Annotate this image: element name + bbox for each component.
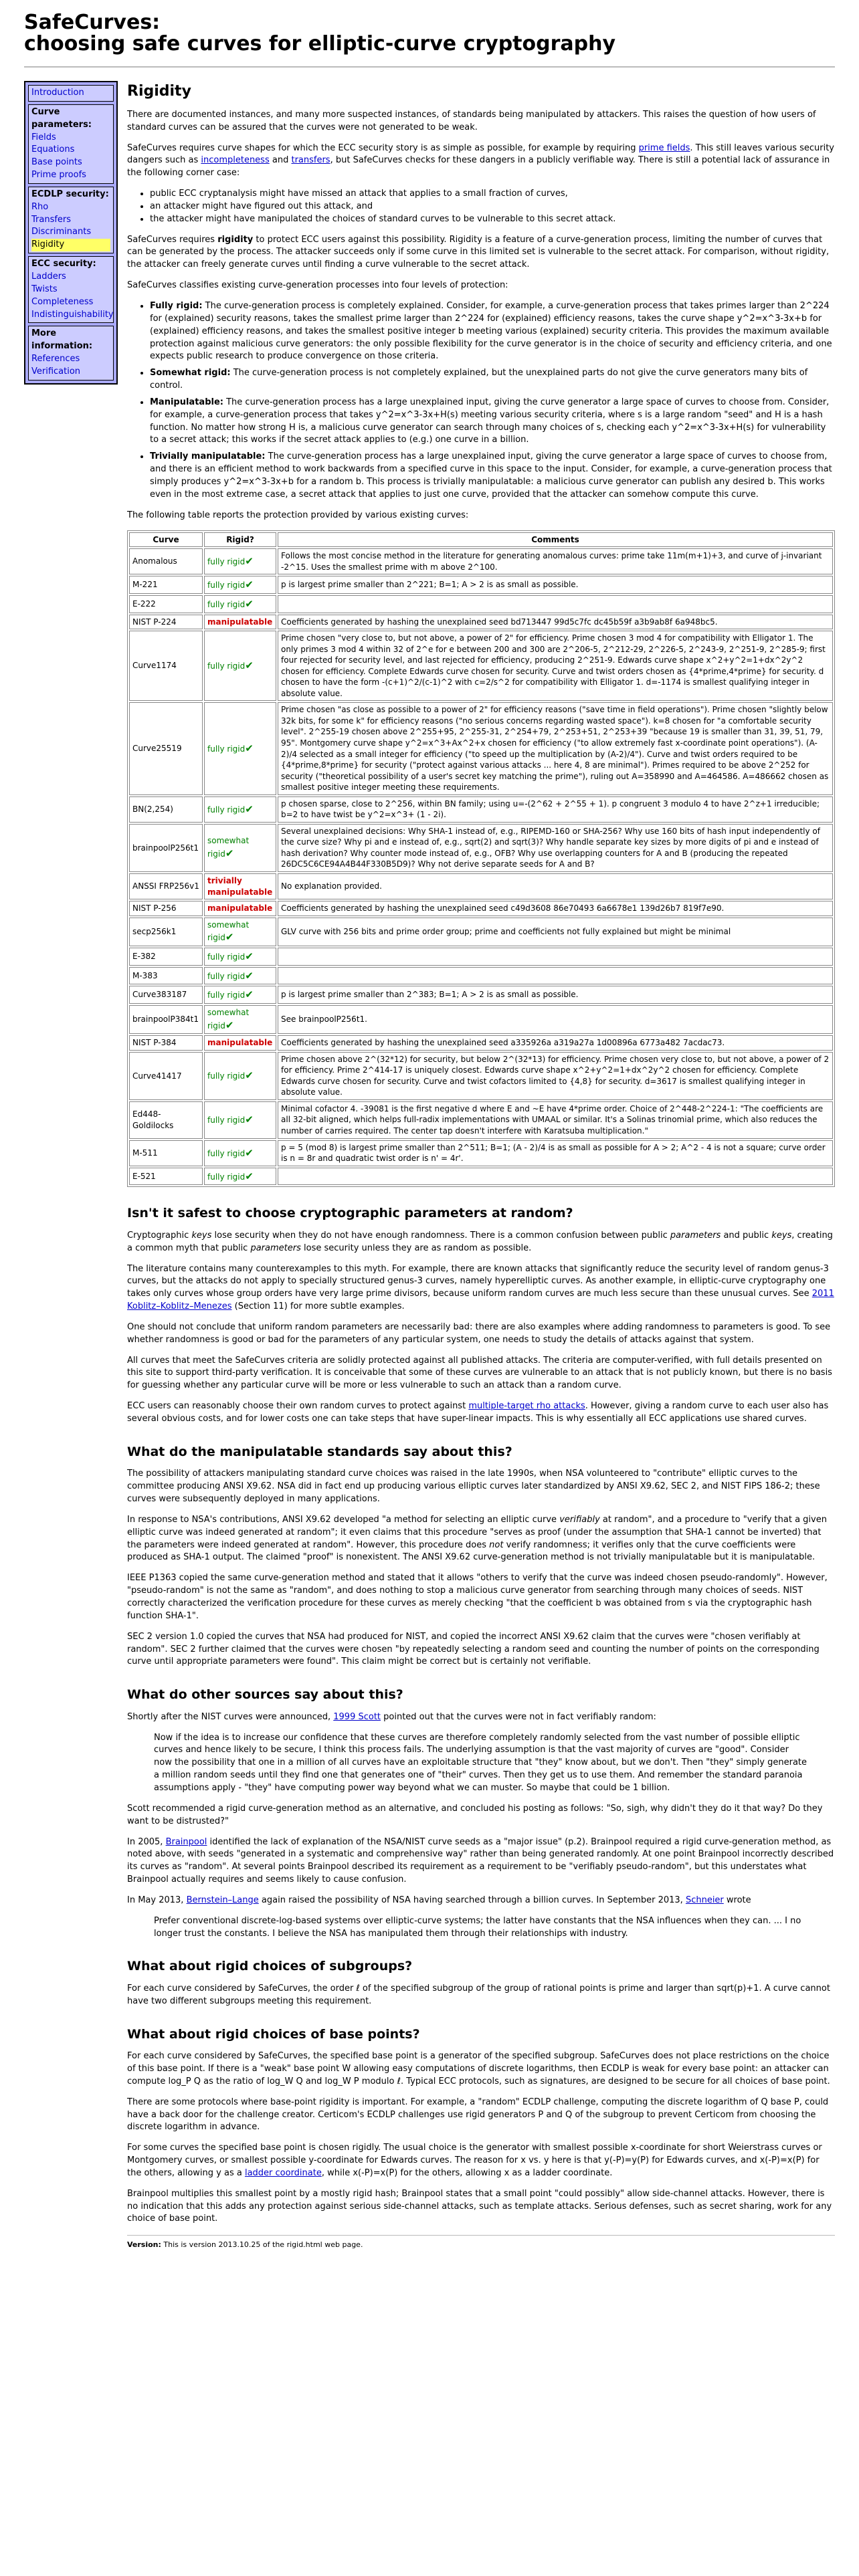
level-text: The curve-generation process has a large unexplained input, giving the curve generator a large space of curves to choose from, and there is an efficient method to work backwards from a specified curve in this space to the input. Consider, for example, a curve-generation process that simply produces y^2=x^3-3x+b for a random b. This process is trivially manipulatable: a malicious curve generator can publish any desired b. This works even in the most extreme case, a secret attack that applies to just one curve, provided that the attacker can somehow compute this curve.	[150, 451, 832, 500]
nav-link-references[interactable]: References	[31, 354, 80, 364]
curve-name: BN(2,254)	[129, 796, 203, 823]
table-row	[129, 873, 833, 899]
sources-p1: Shortly after the NIST curves were announced, 1999 Scott pointed out that the curves were not in fact verifiably random:	[127, 1711, 656, 1722]
curve-name: Curve25519	[129, 702, 203, 794]
sources-p2: Scott recommended a rigid curve-generation method as an alternative, and concluded his posting as follows: "So, sigh, why didn't they do it that way? Do they want to be distrusted?"	[127, 1803, 823, 1826]
nav-section-ecdlp-security	[28, 187, 114, 253]
nav-link-fields[interactable]: Fields	[31, 132, 56, 142]
link-bernstein-lange[interactable]: Bernstein–Lange	[186, 1895, 259, 1905]
curve-comment: Coefficients generated by hashing the unexplained seed a335926a a319a27a 1d00896a 6773a482 7acdac73.	[278, 1035, 833, 1051]
nav-link-prime-proofs[interactable]: Prime proofs	[31, 170, 86, 181]
rigidity-status: manipulatable	[207, 903, 273, 914]
rigidity-status: somewhat rigid	[207, 920, 250, 943]
nav-link-introduction[interactable]: Introduction	[31, 88, 84, 98]
table-row	[129, 702, 833, 794]
nav-link-base-points[interactable]: Base points	[31, 157, 82, 168]
curve-name: NIST P-384	[129, 1035, 203, 1051]
level-name: Manipulatable:	[150, 397, 223, 407]
level-name: Somewhat rigid:	[150, 368, 231, 379]
nav-section-curve-parameters	[28, 104, 114, 184]
random-p4: All curves that meet the SafeCurves criteria are solidly protected against all published attacks. The criteria are computer-verified, with full details presented on this site to support third-party verification. It is conceivable that some of these curves are vulnerable to an attack that is not publicly known, but there is no basis for guessing whether any particular curve will be more or less vulnerable to such an attack than a random curve.	[127, 1355, 832, 1391]
sources-p4: In May 2013, Bernstein–Lange again raised the possibility of NSA having searched through a billion curves. In September 2013, Schneier wrote	[127, 1895, 751, 1905]
rigidity-status: fully rigid	[207, 744, 246, 754]
main-content	[127, 77, 835, 2250]
link-prime-fields[interactable]: prime fields	[638, 142, 690, 153]
heading-manipulatable-standards: What do the manipulatable standards say about this?	[127, 1444, 512, 1459]
curve-name: Ed448-Goldilocks	[129, 1101, 203, 1139]
curve-name: brainpoolP384t1	[129, 1005, 203, 1034]
rigidity-status: somewhat rigid	[207, 836, 250, 859]
checkmark-icon: ✔	[245, 802, 254, 815]
basepoints-p1: For each curve considered by SafeCurves, the specified base point is a generator of the specified subgroup. SafeCurves does not place restrictions on the choice of this base point. If there is a "weak" base point W allowing easy computations of discrete logarithms, then ECDLP is weak for every base point: an attacker can compute log_P Q as the ratio of log_W Q and log_W P modulo ℓ. Typical ECC protocols, such as signatures, are designed to be secure for all choices of base point.	[127, 2051, 830, 2086]
sources-p3: In 2005, Brainpool identified the lack of explanation of the NSA/NIST curve seeds as a "major issue" (p.2). Brainpool required a rigid curve-generation method, as noted above, with seeds "generated in a systematic and comprehensive way" rather than being generated randomly. At one point Brainpool incorrectly described its curves as "random". At several points Brainpool described its requirement as a requirement to be "verifiably pseudo-random", but this understates what Brainpool actually requires and seems likely to cause confusion.	[127, 1836, 834, 1885]
checkmark-icon: ✔	[245, 578, 254, 591]
curve-comment: p is largest prime smaller than 2^221; B=1; A > 2 is as small as possible.	[278, 576, 833, 594]
rigidity-status: fully rigid	[207, 599, 246, 609]
rigidity-cell	[204, 1168, 276, 1186]
checkmark-icon: ✔	[225, 931, 234, 944]
table-row	[129, 986, 833, 1004]
manip-p2: In response to NSA's contributions, ANSI X9.62 developed "a method for selecting an elliptic curve verifiably at random", and a procedure to "verify that a given elliptic curve was indeed generated at random"; it even claims that this procedure "serves as proof (under the assumption that SHA-1 cannot be inverted) that the parameters were indeed generated at random". However, this procedure does not verify randomness; it verifies only that the curve coefficients were produced as SHA-1 output. The claimed "proof" is nonexistent. The ANSI X9.62 curve-generation method is not trivially manipulatable but it is manipulatable.	[127, 1514, 827, 1563]
rigidity-status: manipulatable	[207, 1038, 273, 1048]
curve-comment: See brainpoolP256t1.	[278, 1005, 833, 1034]
random-p3: One should not conclude that uniform random parameters are necessarily bad: there are also examples where adding randomness to parameters is good. To see whether randomness is good or bad for the parameters of any particular system, one needs to study the details of attacks against that system.	[127, 1321, 831, 1345]
curve-name: NIST P-224	[129, 615, 203, 630]
table-row	[129, 918, 833, 946]
rigidity-status: fully rigid	[207, 1115, 246, 1125]
level-text: The curve-generation process is completely explained. Consider, for example, a curve-generation process that takes primes larger than 2^224 for (explained) security reasons, takes the smallest prime larger than 2^224 for (explained) efficiency reasons, takes the curve shape y^2=x^3-3x+b for (explained) efficiency reasons, and takes the smallest positive integer b meeting various (explained) security criteria. This provides the maximum available protection against malicious curve generators: the only possible flexibility for the curve generator is in the choice of security and efficiency criteria, and one expects public research to produce convergence on those criteria.	[150, 301, 832, 362]
rigidity-cell	[204, 1005, 276, 1034]
curve-comment: Prime chosen above 2^(32*12) for security, but below 2^(32*13) for efficiency. Prime chosen very close to, but not above, a power of 2 for efficiency. Prime 2^414-17 is uniquely closest. Edwards curve shape x^2+y^2=1+dx^2y^2 chosen for efficiency. Complete Edwards curve chosen for security. Curve and twist cofactors limited to {4,8} for security. d=3617 is smallest qualifying integer in absolute value.	[278, 1052, 833, 1100]
rigidity-cell	[204, 576, 276, 594]
rigidity-status: manipulatable	[207, 617, 273, 627]
rigidity-cell	[204, 967, 276, 985]
curve-comment: p chosen sparse, close to 2^256, within BN family; using u=-(2^62 + 2^55 + 1). p congruent 3 modulo 4 to have 2^z+1 irreducible; b=2 to have twist be y^2=x^3+ (1 - 2i).	[278, 796, 833, 823]
checkmark-icon: ✔	[245, 597, 254, 610]
checkmark-icon: ✔	[245, 555, 254, 568]
nav-section-ecc-security	[28, 256, 114, 323]
heading-subgroups: What about rigid choices of subgroups?	[127, 1959, 413, 1974]
curve-name: Curve383187	[129, 986, 203, 1004]
curve-name: Curve1174	[129, 631, 203, 701]
manip-p1: The possibility of attackers manipulating standard curve choices was raised in the late 1990s, when NSA volunteered to "contribute" elliptic curves to the committee producing ANSI X9.62. NSA did in fact end up producing various elliptic curves later standardized by ANSI X9.62, SEC 2, and NIST FIPS 186-2; these curves were subsequently deployed in many applications.	[127, 1469, 820, 1505]
curve-name: M-221	[129, 576, 203, 594]
checkmark-icon: ✔	[225, 847, 234, 859]
heading-random-parameters: Isn't it safest to choose cryptographic parameters at random?	[127, 1206, 573, 1221]
link-transfers[interactable]: transfers	[291, 155, 330, 166]
curve-name: E-521	[129, 1168, 203, 1186]
curve-name: E-382	[129, 948, 203, 966]
rigidity-cell	[204, 1101, 276, 1139]
table-row	[129, 967, 833, 985]
risk-list	[127, 188, 835, 226]
table-row	[129, 1101, 833, 1139]
rigidity-status: fully rigid	[207, 661, 246, 671]
level-name: Trivially manipulatable:	[150, 451, 266, 462]
level-item	[150, 451, 835, 501]
link-schneier[interactable]: Schneier	[685, 1895, 724, 1905]
curve-comment	[278, 948, 833, 966]
checkmark-icon: ✔	[245, 742, 254, 755]
rigidity-requirements: SafeCurves requires curve shapes for which the ECC security story is as simple as possible, for example by requiring prime fields. This still leaves various security dangers such as incompleteness and transfers, but SafeCurves checks for these dangers in a publicly verifiable way. There is still a potential lack of assurance in the following corner case:	[127, 142, 834, 179]
table-row	[129, 595, 833, 613]
rigidity-definition: SafeCurves requires rigidity to protect ECC users against this possibility. Rigidity is a feature of a curve-generation process, limiting the number of curves that can be generated by the process. The attacker succeeds only if some curve in this limited set is vulnerable to the secret attack. For comparison, without rigidity, the attacker can freely generate curves until finding a curve vulnerable to the secret attack.	[127, 234, 830, 270]
table-row	[129, 1168, 833, 1186]
risk-item: • public ECC cryptanalysis might have missed an attack that applies to a small fraction of curves,	[150, 188, 835, 201]
table-row	[129, 1140, 833, 1166]
rigidity-cell	[204, 901, 276, 916]
heading-other-sources: What do other sources say about this?	[127, 1687, 403, 1703]
nav-link-ladders[interactable]: Ladders	[31, 271, 66, 282]
curve-name: E-222	[129, 595, 203, 613]
rigidity-status: fully rigid	[207, 1148, 246, 1158]
rigidity-status: fully rigid	[207, 990, 246, 1000]
curve-comment: Coefficients generated by hashing the unexplained seed bd713447 99d5c7fc dc45b59f a3b9ab8f 6a948bc5.	[278, 615, 833, 630]
table-intro: The following table reports the protection provided by various existing curves:	[127, 510, 469, 520]
curve-name: Anomalous	[129, 548, 203, 574]
rigidity-status: fully rigid	[207, 971, 246, 981]
rigidity-status: somewhat rigid	[207, 1007, 250, 1031]
checkmark-icon: ✔	[245, 1069, 254, 1082]
curve-comment: Prime chosen "as close as possible to a power of 2" for efficiency reasons ("save time in field operations"). Prime chosen "slightly below 32k bits, for some k" for efficiency reasons ("no serious concerns regarding wasted space"). k=8 chosen for "a comfortable security level". 2^255-19 chosen above 2^255+95, 2^255-31, 2^254+79, 2^253+51, 2^253+39 "because 19 is smaller than 31, 39, 51, 79, 95". Montgomery curve shape y^2=x^3+Ax^2+x chosen for efficiency ("to allow extremely fast x-coordinate point operations"). (A-2)/4 selected as a small integer for efficiency ("to speed up the multiplication by (A-2)/4"). Curve and twist orders required to be {4*prime,8*prime} for security ("protect against various attacks ... here 4, 8 are minimal"). Primes required to be above 2^252 for security ("theoretical possibility of a user's secret key matching the prime"), ruling out A=358990 and A=464586. A=486662 chosen as smallest positive integer meeting these requirements.	[278, 702, 833, 794]
basepoints-p4: Brainpool multiplies this smallest point by a mostly rigid hash; Brainpool states that a small point "could possibly" allow side-channel attacks. However, there is no indication that this adds any protection against serious side-channel attacks, such as template attacks. Serious defenses, such as secret sharing, work for any choice of base point.	[127, 2188, 832, 2224]
link-1999-scott[interactable]: 1999 Scott	[333, 1711, 381, 1722]
curve-comment	[278, 595, 833, 613]
nav-link-transfers[interactable]: Transfers	[31, 214, 72, 225]
nav-heading: More information:	[31, 328, 93, 352]
manip-p3: IEEE P1363 copied the same curve-generation method and stated that it allows "others to verify that the curve was indeed chosen pseudo-randomly". However, "pseudo-random" is not the same as "random", and does nothing to stop a malicious curve generator from searching through many choices of seeds. NIST correctly characterized the verification procedure for these curves as merely checking "that the coefficient b was obtained from s via the cryptographic hash function SHA-1".	[127, 1573, 828, 1621]
rigidity-cell	[204, 702, 276, 794]
rigidity-status: trivially manipulatable	[207, 876, 273, 897]
nav-intro-block	[28, 85, 114, 102]
col-header-curve: Curve	[129, 532, 203, 548]
curve-comment: Follows the most concise method in the literature for generating anomalous curves: prime take 11m(m+1)+3, and curve of j-invariant -2^15. Uses the smallest prime with m above 2^100.	[278, 548, 833, 574]
nav-link-rho[interactable]: Rho	[31, 201, 49, 212]
risk-item: • the attacker might have manipulated the choices of standard curves to be vulnerable to this secret attack.	[150, 213, 835, 226]
table-row	[129, 901, 833, 916]
curve-name: secp256k1	[129, 918, 203, 946]
levels-intro: SafeCurves classifies existing curve-generation processes into four levels of protection:	[127, 280, 508, 291]
rigidity-status: fully rigid	[207, 804, 246, 815]
manip-p4: SEC 2 version 1.0 copied the curves that NSA had produced for NIST, and copied the incorrect ANSI X9.62 claim that the curves were "chosen verifiably at random". SEC 2 further claimed that the curves were chosen "by repeatedly selecting a random seed and counting the number of points on the corresponding curve until appropriate parameters were found". This claim might be correct but is certainly not verifiable.	[127, 1631, 820, 1667]
level-list	[127, 300, 835, 502]
curve-comment: GLV curve with 256 bits and prime order group; prime and coefficients not fully explained but might be minimal	[278, 918, 833, 946]
level-text: The curve-generation process is not completely explained, but the unexplained parts do not give the curve generators many bits of control.	[150, 368, 808, 391]
checkmark-icon: ✔	[245, 659, 254, 672]
site-title: SafeCurves:	[24, 11, 161, 34]
random-p1: Cryptographic keys lose security when they do not have enough randomness. There is a common confusion between public parameters and public keys, creating a common myth that public parameters lose security unless they are as random as possible.	[127, 1230, 833, 1253]
rigidity-cell	[204, 615, 276, 630]
curve-comment: Prime chosen "very close to, but not above, a power of 2" for efficiency. Prime chosen 3 mod 4 for compatibility with Elligator 1. The only primes 3 mod 4 within 32 of 2^e for e between 200 and 300 are 2^206-5, 2^212-29, 2^226-5, 2^243-9, 2^251-9, 2^285-9; first four rejected for security level, and last rejected for efficiency, producing 2^251-9. Edwards curve shape x^2+y^2=1+dx^2y^2 chosen for efficiency. Complete Edwards curve chosen for security. Curve and twist orders chosen as {4*prime,4*prime} for security. d chosen to have the form -(c+1)^2/(c-1)^2 with c=2/s^2 for compatibility with Elligator 1. d=-1174 is smallest qualifying integer in absolute value.	[278, 631, 833, 701]
nav-heading: ECDLP security:	[31, 189, 109, 199]
scott-quote: Now if the idea is to increase our confidence that these curves are therefore completely randomly selected from the vast number of possible elliptic curves and hence likely to be secure, I think this process fails. The underlying assumption is that the vast majority of curves are "good". Consider now the possibility that one in a million of all curves have an exploitable structure that "they" know about, but we don't. Then "they" simply generate a million random seeds until they find one that generates one of "their" curves. Then they get us to use them. And remember the standard paranoia assumptions apply - "they" have computing power way beyond what we can muster. So maybe that could be 1 billion.	[154, 1732, 807, 1793]
checkmark-icon: ✔	[245, 1146, 254, 1159]
table-row	[129, 576, 833, 594]
curve-comment: No explanation provided.	[278, 873, 833, 899]
rigidity-cell	[204, 548, 276, 574]
rigidity-status: fully rigid	[207, 557, 246, 567]
rigidity-cell	[204, 796, 276, 823]
table-row	[129, 948, 833, 966]
rigidity-status: fully rigid	[207, 1172, 246, 1182]
heading-base-points: What about rigid choices of base points?	[127, 2026, 420, 2042]
level-item	[150, 367, 835, 393]
curve-comment	[278, 1168, 833, 1186]
curve-name: brainpoolP256t1	[129, 824, 203, 872]
rigidity-cell	[204, 1140, 276, 1166]
page-title: Rigidity	[127, 83, 191, 100]
link-incompleteness[interactable]: incompleteness	[201, 155, 270, 166]
rigidity-status: fully rigid	[207, 580, 246, 591]
rigidity-table	[127, 530, 835, 1188]
nav-link-twists[interactable]: Twists	[31, 284, 58, 294]
rigidity-cell	[204, 918, 276, 946]
risk-item: • an attacker might have figured out this attack, and	[150, 201, 835, 213]
nav-link-completeness[interactable]: Completeness	[31, 296, 94, 307]
link-koblitz-menezes[interactable]: 2011 Koblitz–Koblitz–Menezes	[127, 1289, 834, 1312]
table-row	[129, 631, 833, 701]
checkmark-icon: ✔	[245, 1113, 254, 1126]
rigidity-cell	[204, 873, 276, 899]
rigidity-status: fully rigid	[207, 952, 246, 962]
table-row	[129, 1052, 833, 1100]
col-header-comments: Comments	[278, 532, 833, 548]
link-ladder-coordinate[interactable]: ladder coordinate	[244, 2167, 322, 2178]
curve-comment: Minimal cofactor 4. -39081 is the first negative d where E and ~E have 4*prime order. Choice of 2^448-2^224-1: "The coefficients are all 32-bit aligned, which helps full-radix implementations with UMAAL or similar. It's a Solinas trinomial prime, which also reduces the number of carries required. The center tap doesn't interfere with Karatsuba multiplication."	[278, 1101, 833, 1139]
curve-comment: Coefficients generated by hashing the unexplained seed c49d3608 86e70493 6a6678e1 139d26b7 819f7e90.	[278, 901, 833, 916]
nav-link-indistinguishability[interactable]: Indistinguishability	[31, 309, 114, 320]
checkmark-icon: ✔	[245, 969, 254, 982]
subgroups-p1: For each curve considered by SafeCurves, the order ℓ of the specified subgroup of the group of rational points is prime and larger than sqrt(p)+1. A curve cannot have two different subgroups meeting this requirement.	[127, 1983, 830, 2006]
nav-section-more-information	[28, 326, 114, 380]
table-row	[129, 615, 833, 630]
checkmark-icon: ✔	[245, 988, 254, 1001]
nav-link-discriminants[interactable]: Discriminants	[31, 227, 92, 237]
rigidity-cell	[204, 948, 276, 966]
checkmark-icon: ✔	[245, 950, 254, 962]
rigidity-intro: There are documented instances, and many more suspected instances, of standards being manipulated by attackers. This raises the question of how users of standard curves can be assured that the curves were not generated to be weak.	[127, 109, 816, 132]
rigidity-cell	[204, 824, 276, 872]
link-brainpool[interactable]: Brainpool	[165, 1836, 207, 1847]
level-name: Fully rigid:	[150, 301, 203, 312]
checkmark-icon: ✔	[225, 1018, 234, 1031]
random-p2: The literature contains many counterexamples to this myth. For example, there are known attacks that significantly reduce the security level of random genus-3 curves, but the attacks do not apply to specially structured genus-3 curves, namely hyperelliptic curves. As another example, in elliptic-curve cryptography one takes only curves whose group orders have very large prime divisors, because uniform random curves are much less secure than these unusual curves. See 2011 Koblitz–Koblitz–Menezes (Section 11) for more subtle examples.	[127, 1263, 834, 1312]
link-multiple-target-rho[interactable]: multiple-target rho attacks	[468, 1401, 585, 1412]
nav-heading: ECC security:	[31, 259, 96, 270]
basepoints-p2: There are some protocols where base-point rigidity is important. For example, a "random" ECDLP challenge, computing the discrete logarithm of Q base P, could have a back door for the challenge creator. Certicom's ECDLP challenges use rigid generators P and Q of the subgroup to prevent Certicom from choosing the discrete logarithm in advance.	[127, 2097, 829, 2133]
table-header-row	[129, 532, 833, 548]
table-row	[129, 824, 833, 872]
version-footer: Version: This is version 2013.10.25 of the rigid.html web page.	[127, 2235, 835, 2250]
curve-name: ANSSI FRP256v1	[129, 873, 203, 899]
table-row	[129, 548, 833, 574]
schneier-quote: Prefer conventional discrete-log-based systems over elliptic-curve systems; the latter have constants that the NSA influences when they can. ... I no longer trust the constants. I believe the NSA has manipulated them through their relationships with industry.	[154, 1915, 801, 1939]
level-item	[150, 397, 835, 447]
curve-comment	[278, 967, 833, 985]
rigidity-cell	[204, 1052, 276, 1100]
level-text: The curve-generation process has a large unexplained input, giving the curve generator a large space of curves to choose from. Consider, for example, a curve-generation process that takes y^2=x^3-3x+H(s) meeting various security criteria, where s is a large random "seed" and H is a hash function. No matter how strong H is, a malicious curve generator can search through many choices of s, checking each y^2=x^3-3x+H(s) for vulnerability to a secret attack; this works if the secret attack applies to (e.g.) one curve in a billion.	[150, 397, 830, 445]
page	[12, 0, 847, 2266]
rigidity-cell	[204, 631, 276, 701]
curve-comment: p = 5 (mod 8) is largest prime smaller than 2^511; B=1; (A - 2)/4 is as small as possible for A > 2; A^2 - 4 is not a square; curve order is n = 8r and quadratic twist order is n' = 4r'.	[278, 1140, 833, 1166]
rigidity-cell	[204, 1035, 276, 1051]
table-row	[129, 1005, 833, 1034]
rigidity-cell	[204, 595, 276, 613]
table-row	[129, 796, 833, 823]
nav-link-equations[interactable]: Equations	[31, 144, 75, 155]
rigidity-cell	[204, 986, 276, 1004]
table-row	[129, 1035, 833, 1051]
rigidity-status: fully rigid	[207, 1071, 246, 1081]
col-header-rigid: Rigid?	[204, 532, 276, 548]
curve-name: Curve41417	[129, 1052, 203, 1100]
nav-link-verification[interactable]: Verification	[31, 366, 81, 377]
curve-comment: Several unexplained decisions: Why SHA-1 instead of, e.g., RIPEMD-160 or SHA-256? Why use 160 bits of hash input independently of the curve size? Why pi and e instead of, e.g., sqrt(2) and sqrt(3)? Why handle separate key sizes by more digits of pi and e instead of hash derivation? Why counter mode instead of, e.g., OFB? Why use overlapping counters for A and B (producing the repeated 26DC5C6CE94A4B44F330B5D9)? Why not derive separate seeds for A and B?	[278, 824, 833, 872]
checkmark-icon: ✔	[245, 1170, 254, 1182]
curve-comment: p is largest prime smaller than 2^383; B=1; A > 2 is as small as possible.	[278, 986, 833, 1004]
header-divider	[24, 66, 835, 68]
site-subtitle: choosing safe curves for elliptic-curve cryptography	[24, 31, 616, 56]
nav-link-rigidity[interactable]: Rigidity	[31, 239, 110, 251]
basepoints-p3: For some curves the specified base point is chosen rigidly. The usual choice is the generator with smallest possible x-coordinate for short Weierstrass curves or Montgomery curves, or smallest possible y-coordinate for Edwards curves. The reason for x vs. y here is that y(-P)=y(P) for Edwards curves, and x(-P)=x(P) for the others, allowing y as a ladder coordinate, while x(-P)=x(P) for the others, allowing x as a ladder coordinate.	[127, 2143, 822, 2178]
curve-name: M-511	[129, 1140, 203, 1166]
random-p5: ECC users can reasonably choose their own random curves to protect against multiple-target rho attacks. However, giving a random curve to each user also has several obvious costs, and for lower costs one can take steps that have super-linear impacts. This is why essentially all ECC applications use shared curves.	[127, 1401, 829, 1424]
level-item	[150, 300, 835, 363]
curve-name: M-383	[129, 967, 203, 985]
nav-heading: Curve parameters:	[31, 106, 92, 130]
sidebar-nav	[24, 81, 118, 385]
curve-name: NIST P-256	[129, 901, 203, 916]
